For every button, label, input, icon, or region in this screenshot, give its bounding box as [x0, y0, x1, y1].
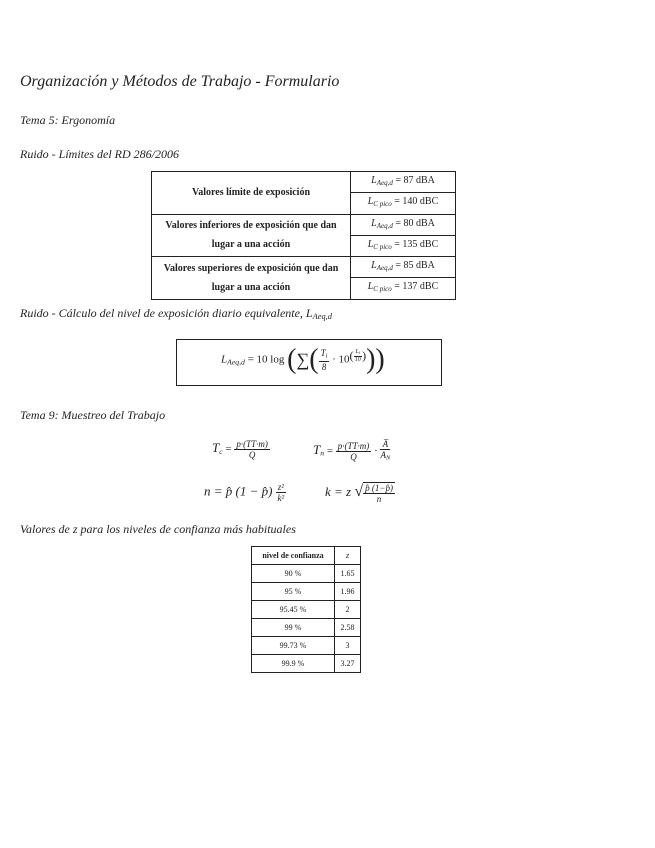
formula-tc: $T_c$ = $\frac{p\cdot(TT\cdot m)}{Q}$: [212, 439, 268, 460]
table-row: 99 % 2.58: [252, 619, 361, 637]
formula-tn: $T_n$ = $\frac{p\cdot(TT\cdot m)}{Q}$ · $\frac{A̅}{A_N}$: [313, 439, 391, 462]
section-heading-tema5: Tema 5: Ergonomía: [20, 113, 116, 127]
limits-row-label: Valores superiores de exposición que dan lugar a una acción: [152, 257, 351, 300]
limits-lpico-value: $L_{C pico} = 140$ dBC: [351, 193, 456, 214]
limits-lpico-value: $L_{C pico} = 137$ dBC: [351, 278, 456, 299]
page-title: Organización y Métodos de Trabajo - Formulario: [20, 73, 340, 90]
limits-laeq-value: $L_{Aeq,d} = 87$ dBA: [351, 172, 456, 193]
table-row: 95 % 1.96: [252, 583, 361, 601]
subheading-ruido-calculo: Ruido - Cálculo del nivel de exposición diario equivalente, $L_{Aeq,d}$: [20, 306, 332, 322]
limits-lpico-value: $L_{C pico} = 135$ dBC: [351, 235, 456, 256]
z-table-header-z: z: [335, 547, 361, 565]
limits-table: [151, 171, 456, 300]
table-row: 90 % 1.65: [252, 565, 361, 583]
z-table: [251, 546, 361, 673]
table-row: 95.45 % 2: [252, 601, 361, 619]
limits-laeq-value: $L_{Aeq,d} = 80$ dBA: [351, 214, 456, 235]
subheading-ruido-limites: Ruido - Límites del RD 286/2006: [20, 147, 179, 161]
limits-row-label: Valores límite de exposición: [152, 172, 351, 215]
formula-box-laeq: [176, 339, 442, 386]
subheading-z-values: Valores de z para los niveles de confianza más habituales: [20, 522, 296, 536]
table-row: 99.73 % 3: [252, 637, 361, 655]
section-heading-tema9: Tema 9: Muestreo del Trabajo: [20, 408, 166, 422]
formula-laeq: $L_{Aeq,d} = 10$ log (∑( $\frac{T_i}{8}$ · $10^{( \frac{L_i}{10} )}$)): [221, 344, 385, 375]
limits-row-label: Valores inferiores de exposición que dan lugar a una acción: [152, 214, 351, 257]
formula-k: k = z √ $\frac{p̂ (1-p̂)}{n}$: [325, 482, 393, 504]
formula-n: n = p̂ (1 − p̂) $\frac{\text{z²}}{\text{k²}}$: [204, 482, 285, 503]
z-table-header-confianza: nivel de confianza: [252, 547, 335, 565]
limits-laeq-value: $L_{Aeq,d} = 85$ dBA: [351, 257, 456, 278]
table-row: 99.9 % 3.27: [252, 655, 361, 673]
